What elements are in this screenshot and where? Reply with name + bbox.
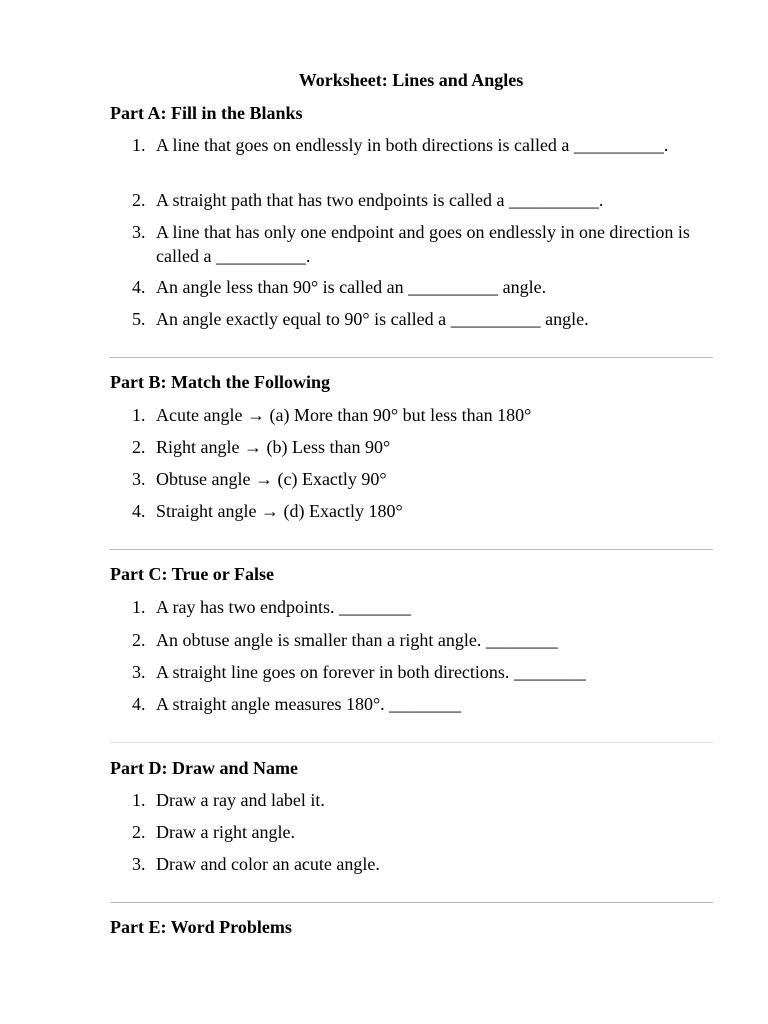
part-e-heading: Part E: Word Problems [110,917,292,937]
item-text: Draw a ray and label it. [156,790,325,810]
item-text: Obtuse angle → (c) Exactly 90° [156,469,387,489]
item-number: 1. [132,790,146,810]
item-number: 1. [132,405,146,425]
part-b-item-2 [132,435,692,459]
section-divider [110,902,713,903]
part-d-heading: Part D: Draw and Name [110,758,298,778]
part-d-item-2 [132,820,692,844]
item-number: 5. [132,309,146,329]
item-number: 2. [132,190,146,210]
item-number: 4. [132,277,146,297]
item-text: Draw and color an acute angle. [156,854,380,874]
item-text: An angle less than 90° is called an __________ angle. [156,277,547,297]
item-number: 1. [132,135,146,155]
item-text: A line that has only one endpoint and goes on endlessly in one direction is called a __________. [156,222,690,266]
part-c-item-3 [132,660,692,684]
part-a-item-2 [132,188,692,212]
section-divider [110,742,713,743]
part-a-item-4 [132,275,692,299]
part-c-item-4 [132,692,692,716]
item-text: A straight angle measures 180°. ________ [156,694,462,714]
item-number: 3. [132,662,146,682]
section-divider [110,357,713,358]
part-c-item-1 [132,595,692,619]
item-text: Right angle → (b) Less than 90° [156,437,391,457]
part-a-item-1 [132,133,692,157]
item-number: 4. [132,501,146,521]
part-b-heading: Part B: Match the Following [110,372,330,392]
part-a-item-3 [132,220,692,268]
part-b-item-4 [132,499,692,523]
worksheet-title: Worksheet: Lines and Angles [298,70,524,90]
item-number: 3. [132,854,146,874]
part-c-item-2 [132,628,692,652]
item-number: 2. [132,630,146,650]
part-d-item-3 [132,852,692,876]
item-text: Draw a right angle. [156,822,295,842]
item-number: 1. [132,597,146,617]
part-d-item-1 [132,788,692,812]
part-a-heading: Part A: Fill in the Blanks [110,103,303,123]
item-text: Acute angle → (a) More than 90° but less than 180° [156,405,532,425]
item-text: Straight angle → (d) Exactly 180° [156,501,403,521]
item-number: 3. [132,222,146,242]
part-a-item-5 [132,307,692,331]
item-text: A straight path that has two endpoints is called a __________. [156,190,604,210]
part-c-heading: Part C: True or False [110,564,274,584]
section-divider [110,549,713,550]
part-b-item-1 [132,403,692,427]
item-text: An angle exactly equal to 90° is called a __________ angle. [156,309,589,329]
item-number: 3. [132,469,146,489]
item-number: 2. [132,822,146,842]
item-number: 2. [132,437,146,457]
item-text: A straight line goes on forever in both directions. ________ [156,662,586,682]
item-number: 4. [132,694,146,714]
item-text: A line that goes on endlessly in both directions is called a __________. [156,135,669,155]
item-text: An obtuse angle is smaller than a right angle. ________ [156,630,558,650]
part-b-item-3 [132,467,692,491]
item-text: A ray has two endpoints. ________ [156,597,411,617]
